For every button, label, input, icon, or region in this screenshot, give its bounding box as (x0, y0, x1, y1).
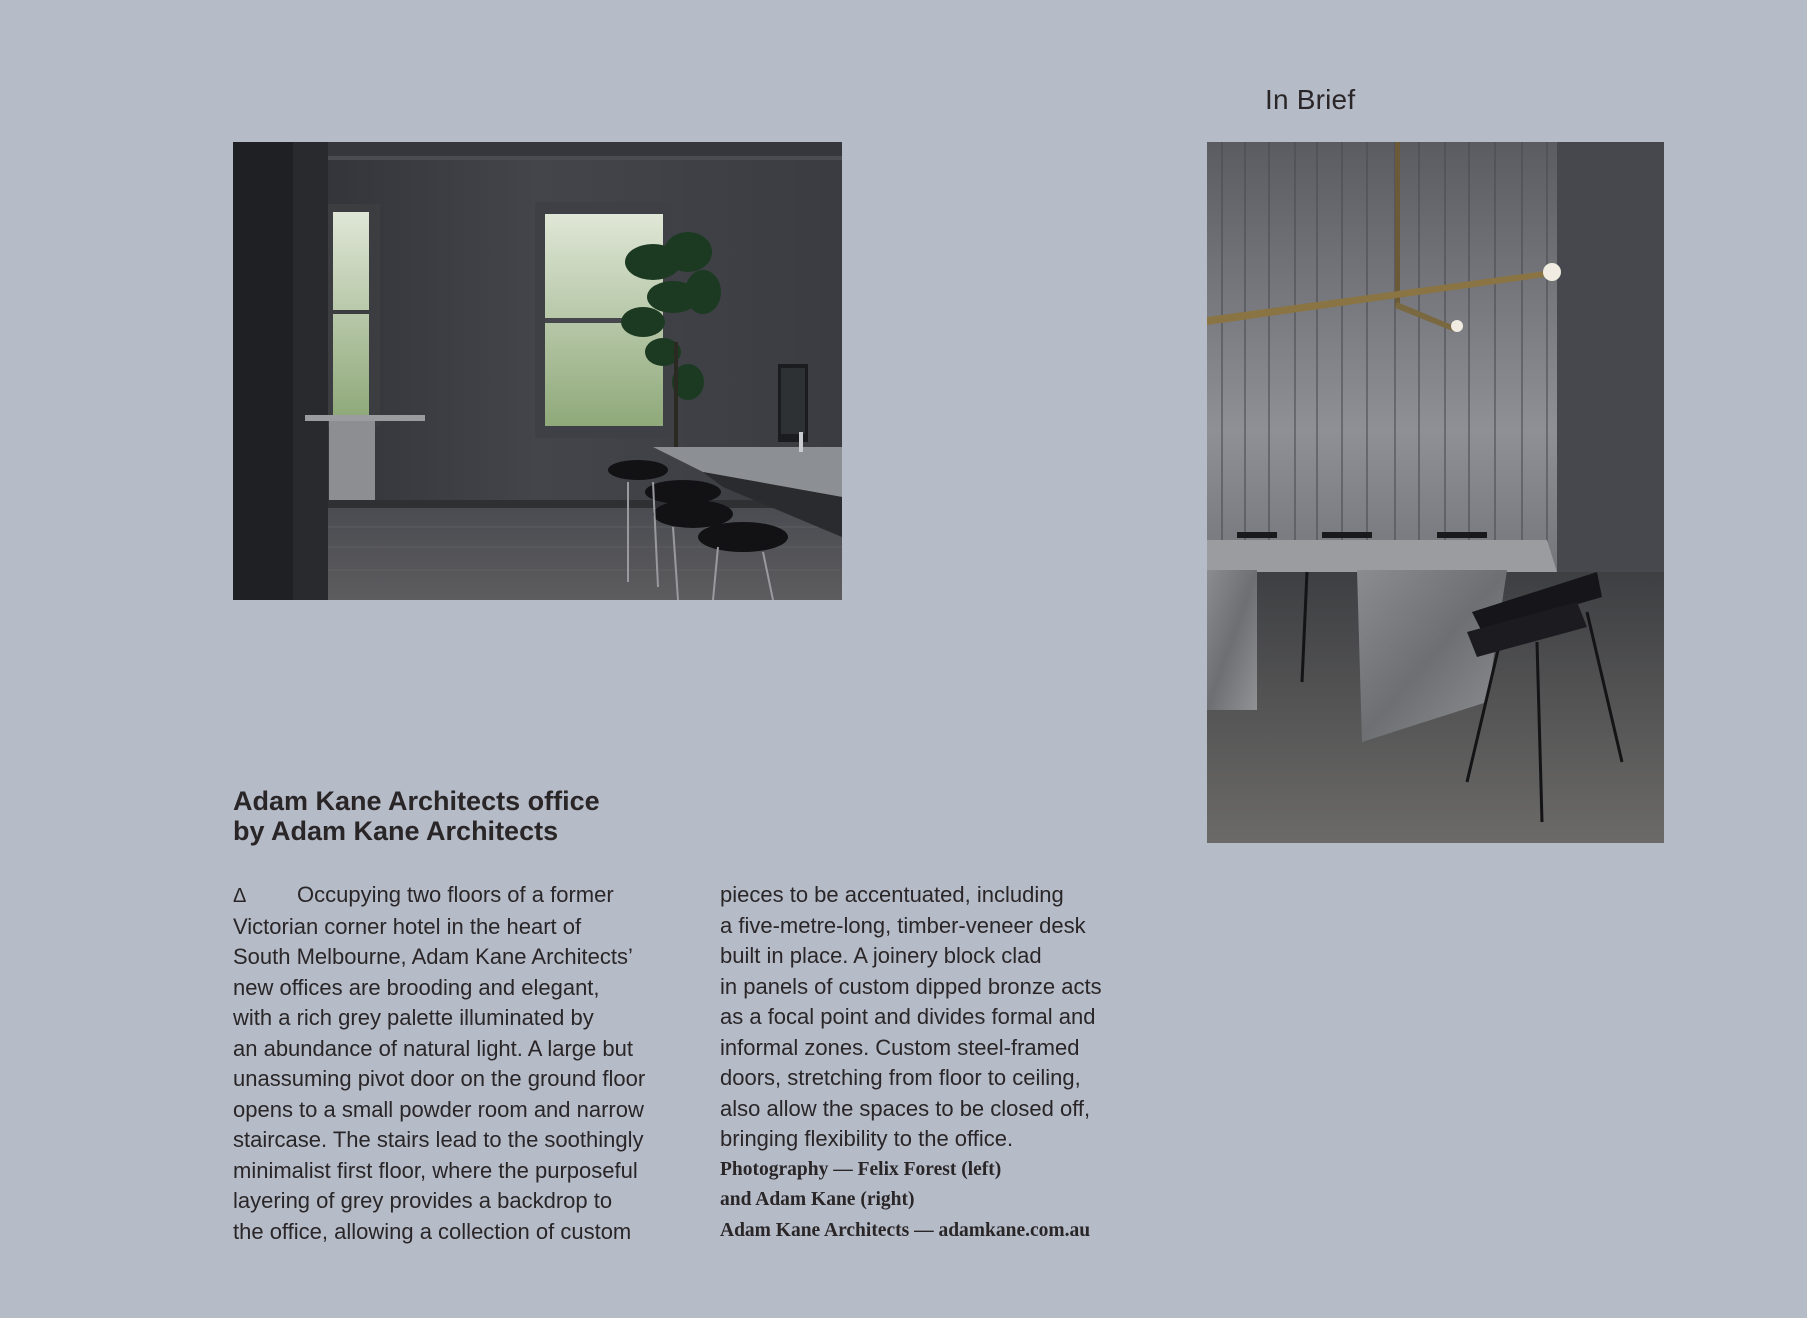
body-line: with a rich grey palette illuminated by (233, 1005, 594, 1030)
delta-marker-icon: Δ (233, 885, 247, 907)
meeting-room-image (1207, 142, 1664, 843)
body-line: also allow the spaces to be closed off, (720, 1095, 1091, 1121)
body-line: as a focal point and divides formal and (720, 1004, 1096, 1029)
body-line-text: Occupying two floors of a former (297, 882, 614, 907)
body-line: staircase. The stairs lead to the soothingly (233, 1127, 644, 1152)
meeting-room-photo (1207, 142, 1664, 843)
article-title (233, 786, 793, 846)
body-line: built in place. A joinery block clad (720, 943, 1042, 968)
body-line: layering of grey provides a backdrop to (233, 1188, 613, 1213)
body-line: new offices are brooding and elegant, (233, 974, 600, 1000)
office-interior-photo (233, 142, 842, 600)
body-line: doors, stretching from floor to ceiling, (720, 1065, 1081, 1090)
section-label: In Brief (1265, 84, 1356, 115)
article-title-line-1: Adam Kane Architects office (233, 786, 600, 816)
body-line: in panels of custom dipped bronze acts (720, 973, 1102, 999)
body-line: minimalist first floor, where the purposeful (233, 1157, 638, 1183)
body-line: informal zones. Custom steel-framed (720, 1034, 1080, 1060)
body-line: a five-metre-long, timber-veneer desk (720, 912, 1086, 938)
body-line: Victorian corner hotel in the heart of (233, 913, 582, 939)
architect-credit-line: Adam Kane Architects — adamkane.com.au (720, 1219, 1091, 1241)
body-line: an abundance of natural light. A large but (233, 1035, 633, 1061)
article-title-line-2: by Adam Kane Architects (233, 816, 559, 846)
photo-credit-line: Photography — Felix Forest (left) (720, 1158, 1002, 1180)
photo-credit-line: and Adam Kane (right) (720, 1189, 915, 1210)
office-interior-image (233, 142, 842, 600)
body-line: bringing flexibility to the office. (720, 1126, 1014, 1151)
article-body-column-1 (233, 880, 693, 1247)
body-line: pieces to be accentuated, including (720, 882, 1064, 907)
article-body-column-2 (720, 880, 1140, 1246)
body-line (233, 880, 693, 912)
body-line: opens to a small powder room and narrow (233, 1096, 644, 1122)
body-line: unassuming pivot door on the ground floor (233, 1066, 646, 1091)
body-line: South Melbourne, Adam Kane Architects’ (233, 944, 633, 969)
body-line: the office, allowing a collection of custom (233, 1218, 632, 1244)
